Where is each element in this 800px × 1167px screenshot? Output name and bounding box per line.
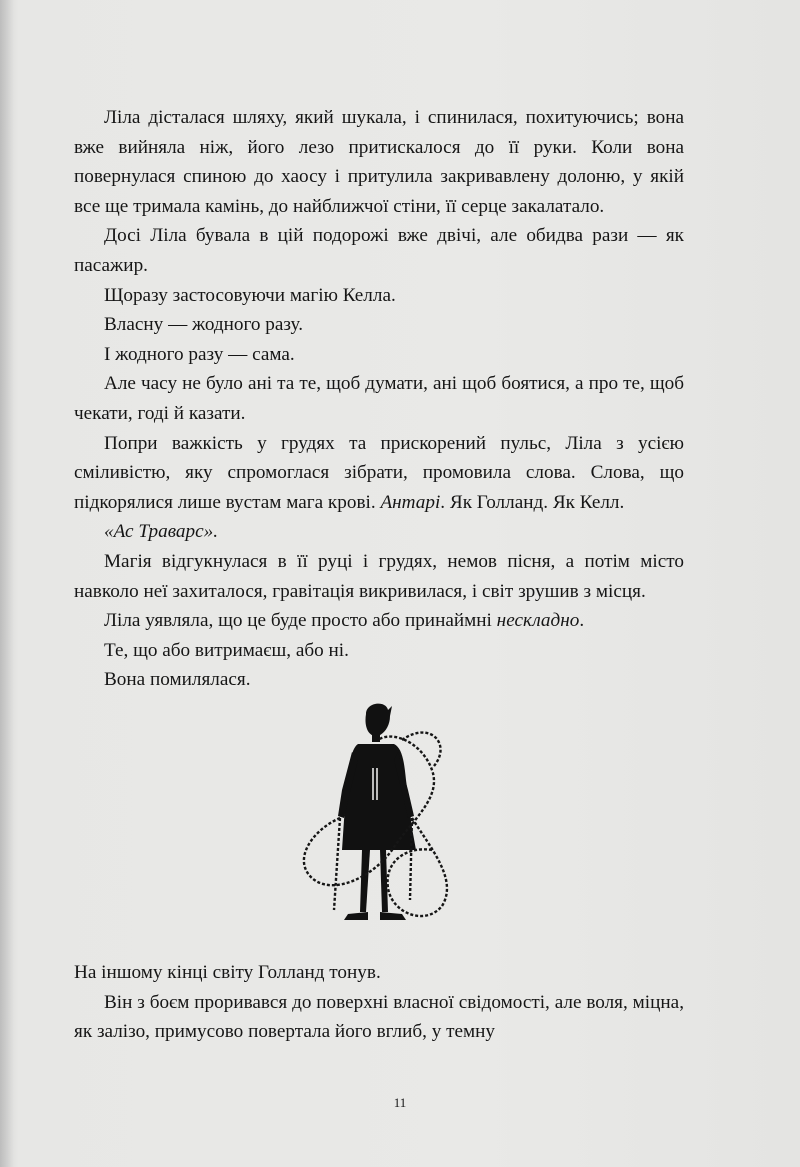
- page-number: 11: [393, 1095, 407, 1110]
- paragraph: Ліла уявляла, що це буде просто або принаймні нескладно.: [104, 610, 585, 632]
- paragraph: Щоразу застосовуючи магію Келла.: [104, 284, 396, 306]
- upper-text-block: [74, 103, 684, 695]
- paragraph: Він з боєм проривався до поверхні власної свідомості, але воля, міцна, як залізо, примусово повертала його вглиб, у темну: [74, 991, 684, 1043]
- paragraph: Те, що або витримаєш, або ні.: [104, 639, 349, 661]
- italic-word: нескладно: [496, 610, 580, 632]
- lower-text-block: [74, 958, 684, 1047]
- italic-word: Антарі: [380, 491, 441, 513]
- paragraph: І жодного разу — сама.: [104, 343, 295, 365]
- paragraph: На іншому кінці світу Голланд тонув.: [74, 962, 381, 983]
- chained-figure-illustration: [282, 700, 482, 930]
- italic-phrase: «Ас Траварс».: [104, 521, 219, 543]
- paragraph: Вона помилялася.: [104, 669, 251, 691]
- paragraph: Але часу не було ані та те, щоб думати, ані щоб боятися, а про те, щоб чекати, годі й казати.: [74, 373, 684, 424]
- paragraph: Власну — жодного разу.: [104, 314, 304, 336]
- paragraph: Магія відгукнулася в її руці і грудях, немов пісня, а потім місто навколо неї захиталося, гравітація викривилася, і світ зрушив з місця.: [74, 550, 684, 602]
- paragraph: Ліла дісталася шляху, який шукала, і спинилася, похитуючись; вона вже вийняла ніж, його лезо притискалося до її руки. Коли вона повернулася спиною до хаосу і притулила закривавлену долоню, у якій все ще тримала камінь, до найближчої стіни, її серце закалатало.: [74, 107, 684, 217]
- paragraph: Попри важкість у грудях та прискорений пульс, Ліла з усією сміливістю, яку спромоглася зібрати, промовила слова. Слова, що підкорялися лише вустам мага крові. Антарі. Як Голланд. Як Келл.: [74, 432, 684, 513]
- page-fold-shadow: [0, 0, 14, 1167]
- paragraph: [74, 517, 684, 547]
- paragraph: Досі Ліла бувала в цій подорожі вже двічі, але обидва рази — як пасажир.: [74, 225, 684, 276]
